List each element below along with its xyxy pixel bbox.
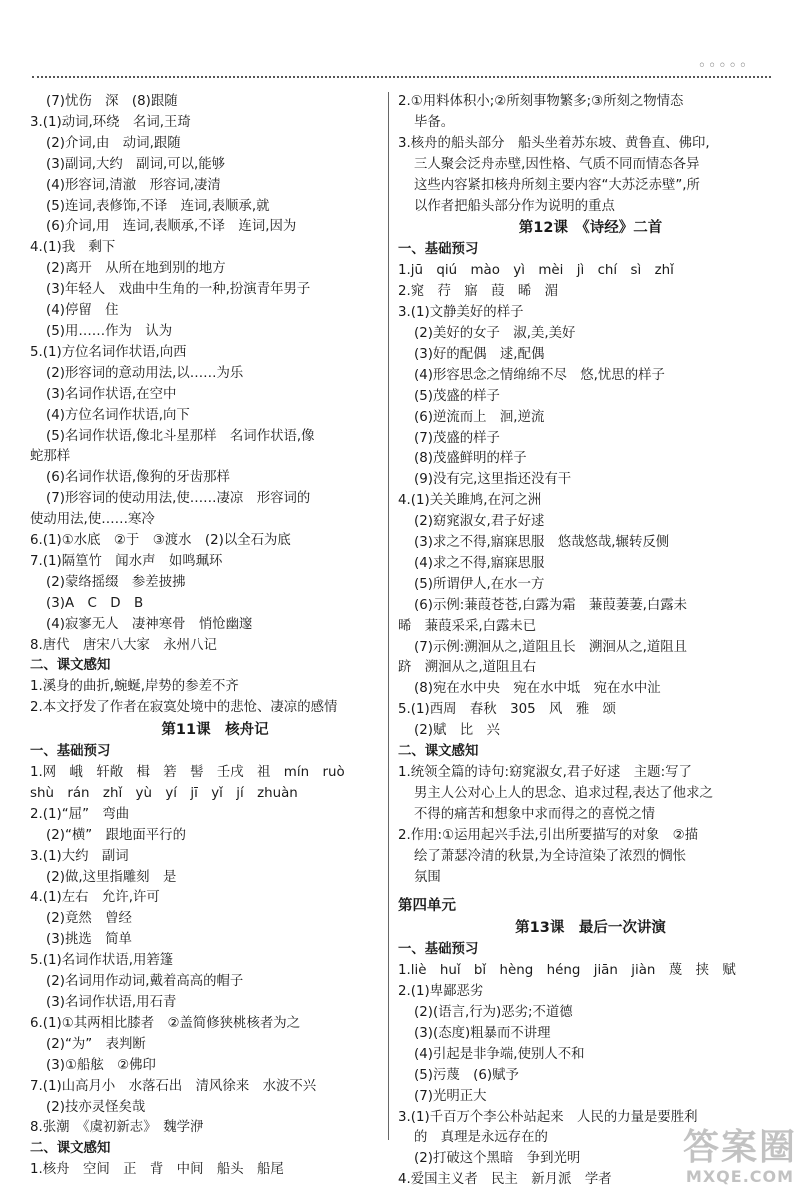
section-heading: 二、课文感知	[30, 1141, 111, 1157]
answer-line: (2)做,这里指雕刻 是	[46, 869, 177, 885]
answer-line: 2.(1)“屈” 弯曲	[30, 806, 130, 822]
answer-line: (7)光明正大	[414, 1088, 487, 1104]
answer-line: 8.张潮 《虞初新志》 魏学洢	[30, 1120, 204, 1136]
section-heading: 二、课文感知	[30, 658, 111, 674]
answer-line: (7)形容词的使动用法,使……凄凉 形容词的	[46, 491, 311, 507]
answer-line: 这些内容紧扣核舟所刻主要内容“大苏泛赤壁”,所	[414, 177, 700, 193]
answer-line: 4.(1)我 剩下	[30, 240, 116, 256]
answer-line: (5)用……作为 认为	[46, 323, 173, 339]
watermark-logo-text: 答案圈	[682, 1127, 797, 1168]
answer-line: (4)形容思念之情绵绵不尽 悠,忧思的样子	[414, 367, 665, 383]
answer-line: (5)茂盛的样子	[414, 388, 500, 404]
answer-line: (8)茂盛鲜明的样子	[414, 451, 527, 467]
answer-line: (2)离开 从所在地到别的地方	[46, 261, 226, 277]
answer-line: (3)名词作状语,用石青	[46, 994, 177, 1010]
answer-line: (4)停留 住	[46, 303, 119, 319]
answer-line: (2)名词用作动词,戴着高高的帽子	[46, 974, 244, 990]
answer-line: 男主人公对心上人的思念、追求过程,表达了他求之	[414, 785, 713, 801]
answer-line: 2.窕 荇 寤 葭 晞 湄	[398, 284, 559, 300]
answer-line: (7)茂盛的样子	[414, 430, 500, 446]
answer-line: (2)“横” 跟地面平行的	[46, 827, 186, 843]
answer-line: (3)年轻人 戏曲中生角的一种,扮演青年男子	[46, 282, 311, 298]
answer-line: (2)竟然 曾经	[46, 911, 132, 927]
answer-line: (9)没有完,这里指还没有干	[414, 472, 572, 488]
left-column	[30, 92, 400, 1181]
answer-line: (6)示例:蒹葭苍苍,白露为霜 蒹葭萋萋,白露未	[414, 597, 688, 613]
lesson-title: 第13课 最后一次讲演	[515, 920, 666, 937]
answer-line: (2)介词,由 动词,跟随	[46, 135, 181, 151]
answer-line: 使动用法,使……寒冷	[30, 512, 155, 528]
answer-line: (7)忧伤 深 (8)跟随	[46, 94, 178, 109]
answer-line: (4)方位名词作状语,向下	[46, 407, 190, 423]
answer-line: 4.(1)关关雎鸠,在河之洲	[398, 493, 542, 509]
watermark-url: MXQE.COM	[685, 1167, 795, 1186]
lesson-title: 第11课 核舟记	[161, 722, 269, 739]
answer-line: (3)①船舷 ②佛印	[46, 1057, 156, 1073]
answer-line: 蛇那样	[30, 449, 71, 465]
answer-line: 5.(1)西周 春秋 305 风 雅 颂	[398, 702, 616, 718]
answer-line: (3)好的配偶 逑,配偶	[414, 346, 545, 362]
section-heading: 二、课文感知	[398, 744, 479, 760]
answer-line: (2)技亦灵怪矣哉	[46, 1099, 146, 1115]
unit-heading: 第四单元	[398, 898, 456, 915]
answer-line: 1.核舟 空间 正 背 中间 船头 船尾	[30, 1162, 284, 1178]
answer-line: 不得的痛苦和想象中求而得之的喜悦之情	[414, 806, 656, 822]
section-heading: 一、基础预习	[398, 942, 479, 958]
answer-line: 2.(1)卑鄙恶劣	[398, 984, 484, 1000]
answer-line: 以作者把船头部分作为说明的重点	[414, 198, 615, 214]
answer-line: 3.(1)大约 副词	[30, 848, 129, 864]
answer-line: 1.jū qiú mào yì mèi jì chí sì zhǐ	[398, 263, 674, 279]
answer-line: 1.统领全篇的诗句:窈窕淑女,君子好逑 主题:写了	[398, 765, 692, 780]
answer-line: 晞 蒹葭采采,白露未已	[398, 618, 537, 634]
answer-line: 4.爱国主义者 民主 新月派 学者	[398, 1172, 612, 1188]
answer-line: (4)形容词,清澈 形容词,凄清	[46, 177, 221, 193]
answer-line: 绘了萧瑟冷清的秋景,为全诗渲染了浓烈的惆怅	[414, 848, 687, 864]
answer-line: 的 真理是永远存在的	[414, 1130, 548, 1146]
answer-line: 3.(1)千百万个李公朴站起来 人民的力量是要胜利	[398, 1109, 698, 1125]
answer-line: 2.本文抒发了作者在寂寞处境中的悲怆、凄凉的感情	[30, 700, 338, 716]
answer-line: (2)赋 比 兴	[414, 723, 500, 739]
answer-line: 8.唐代 唐宋八大家 永州八记	[30, 637, 217, 653]
answer-line: 7.(1)隔篁竹 闻水声 如鸣珮环	[30, 553, 223, 569]
answer-line: 3.(1)动词,环绕 名词,王琦	[30, 114, 191, 130]
answer-line: (3)求之不得,寤寐思服 悠哉悠哉,辗转反侧	[414, 535, 670, 551]
answer-line: (8)宛在水中央 宛在水中坻 宛在水中沚	[414, 681, 661, 697]
answer-line: (5)所谓伊人,在水一方	[414, 576, 545, 592]
answer-line: (5)污蔑 (6)赋予	[414, 1067, 519, 1083]
answer-line: 6.(1)①其两相比膝者 ②盖简修狭桃核者为之	[30, 1015, 301, 1031]
answer-line: 氛围	[414, 869, 441, 885]
answer-line: (7)示例:溯洄从之,道阻且长 溯洄从之,道阻且	[414, 639, 688, 655]
answer-line: 4.(1)左右 允许,许可	[30, 890, 160, 906]
answer-line: 1.溪身的曲折,蜿蜒,岸势的参差不齐	[30, 679, 239, 695]
answer-line: 5.(1)方位名词作状语,向西	[30, 344, 187, 360]
answer-line: 三人聚会泛舟赤壁,因性格、气质不同而情态各异	[414, 156, 700, 172]
answer-line: (2)窈窕淑女,君子好逑	[414, 514, 545, 530]
answer-line: 1.liè huǐ bǐ hèng héng jiān jiàn 蔑 挟 赋	[398, 963, 736, 979]
answer-line: 毕备。	[414, 114, 455, 130]
answer-line: 1.网 峨 轩敞 楫 箬 髻 壬戌 祖 mín ruò	[30, 765, 345, 780]
header-decoration: ◦◦◦◦◦	[697, 58, 749, 74]
answer-line: (5)名词作状语,像北斗星那样 名词作状语,像	[46, 428, 315, 444]
answer-line: (5)连词,表修饰,不译 连词,表顺承,就	[46, 198, 270, 214]
answer-line: shù rán zhǐ yù yí jī yǐ jí zhuàn	[30, 785, 298, 801]
answer-line: 3.(1)文静美好的样子	[398, 305, 524, 321]
site-watermark	[683, 1129, 797, 1186]
answer-line: (3)副词,大约 副词,可以,能够	[46, 156, 226, 172]
answer-line: 3.核舟的船头部分 船头坐着苏东坡、黄鲁直、佛印,	[398, 135, 710, 151]
answer-line: (3)挑选 简单	[46, 932, 132, 948]
answer-line: (2)“为” 表判断	[46, 1036, 146, 1052]
answer-line: 2.①用料体积小;②所刻事物繁多;③所刻之物情态	[398, 94, 684, 109]
answer-line: (2)蒙络摇缀 参差披拂	[46, 574, 186, 590]
answer-line: (3)(态度)粗暴而不讲理	[414, 1025, 551, 1041]
answer-line: 2.作用:①运用起兴手法,引出所要描写的对象 ②描	[398, 827, 698, 843]
header-dotted-rule	[32, 76, 771, 78]
answer-line: (4)求之不得,寤寐思服	[414, 555, 545, 571]
answer-line: (4)引起是非争端,使别人不和	[414, 1046, 585, 1062]
answer-line: (4)寂寥无人 凄神寒骨 悄怆幽邃	[46, 616, 253, 632]
answer-line: (2)形容词的意动用法,以……为乐	[46, 365, 244, 381]
answer-line: 7.(1)山高月小 水落石出 清风徐来 水波不兴	[30, 1078, 317, 1094]
answer-line: (2)(语言,行为)恶劣;不道德	[414, 1004, 573, 1020]
section-heading: 一、基础预习	[398, 242, 479, 258]
answer-line: (6)介词,用 连词,表顺承,不译 连词,因为	[46, 219, 297, 235]
answer-line: (6)逆流而上 洄,逆流	[414, 409, 545, 425]
answer-line: 6.(1)①水底 ②于 ③渡水 (2)以全石为底	[30, 533, 291, 549]
section-heading: 一、基础预习	[30, 744, 111, 760]
answer-line: (3)A C D B	[46, 595, 144, 611]
answer-line: (2)美好的女子 淑,美,美好	[414, 325, 576, 341]
right-column	[398, 92, 783, 1191]
answer-line: (6)名词作状语,像狗的牙齿那样	[46, 470, 230, 486]
answer-line: 跻 溯洄从之,道阻且右	[398, 660, 537, 676]
answer-line: (3)名词作状语,在空中	[46, 386, 177, 402]
lesson-title: 第12课 《诗经》二首	[518, 220, 663, 237]
answer-line: (2)打破这个黑暗 争到光明	[414, 1151, 581, 1167]
answer-line: 5.(1)名词作状语,用箬篷	[30, 953, 174, 969]
